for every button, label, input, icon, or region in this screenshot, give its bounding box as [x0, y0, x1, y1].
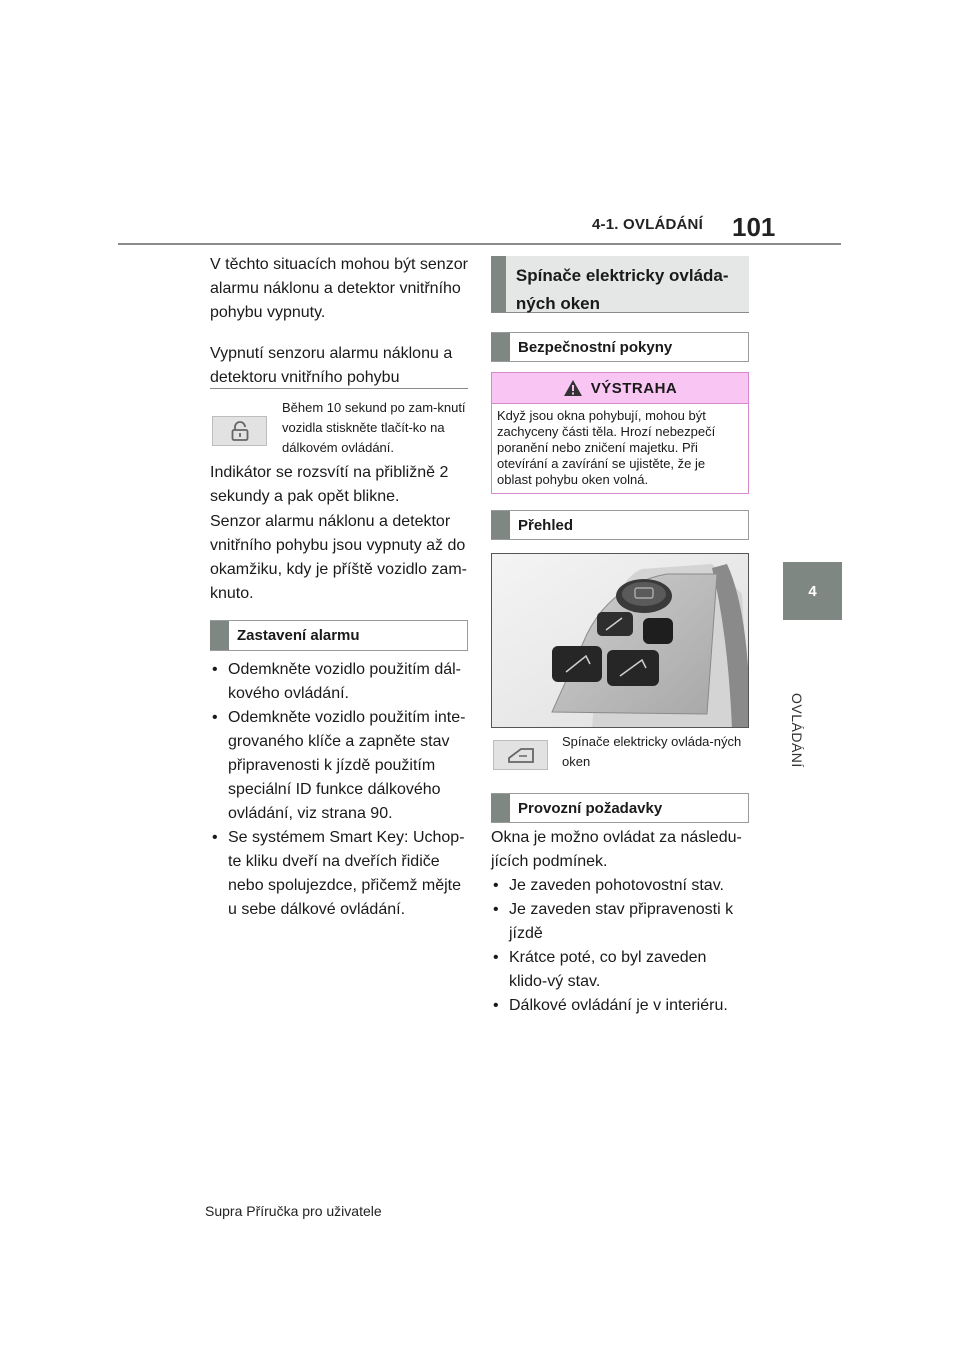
subheading-disable-sensors: Vypnutí senzoru alarmu náklonu a detektoru vnitřního pohybu	[210, 345, 453, 386]
footer-text: Supra Příručka pro uživatele	[205, 1203, 382, 1219]
requirements-intro: Okna je možno ovládat za následu-jících podmínek.	[491, 829, 742, 870]
intro-paragraph: V těchto situacích mohou být senzor alarmu náklonu a detektor vnitřního pohybu vypnuty.	[210, 256, 468, 321]
safety-heading: Bezpečnostní pokyny	[491, 332, 749, 362]
list-item: • Krátce poté, co byl zaveden klido-vý stav.	[491, 946, 749, 994]
requirements-list	[491, 874, 749, 1018]
warning-header	[492, 373, 748, 404]
window-switch-photo	[491, 553, 749, 728]
list-item: • Odemkněte vozidlo použitím dál-kového ovládání.	[210, 658, 468, 706]
stop-alarm-list	[210, 658, 468, 922]
warning-text: Když jsou okna pohybují, mohou být zachyceny části těla. Hrozí nebezpečí poranění nebo zničení majetku. Při otevírání a zavírání se ujistěte, že je oblast pohybu oken volná.	[497, 408, 716, 487]
list-item: • Je zaveden stav připravenosti k jízdě	[491, 898, 749, 946]
lock-instruction: Během 10 sekund po zam-knutí vozidla stiskněte tlačít-ko na dálkovém ovládání.	[282, 400, 466, 455]
chapter-label: OVLÁDÁNÍ	[789, 693, 805, 768]
sensor-off-paragraph: Senzor alarmu náklonu a detektor vnitřního pohybu jsou vypnuty až do okamžiku, kdy je příště vozidlo zam-knuto.	[210, 513, 467, 602]
subheading-divider	[210, 388, 468, 389]
list-item: • Dálkové ovládání je v interiéru.	[491, 994, 749, 1018]
page-number: 101	[732, 212, 776, 242]
window-switch-icon	[493, 740, 548, 770]
door-panel-illustration	[492, 554, 749, 728]
list-item: • Odemkněte vozidlo použitím inte-grovaného klíče a zapněte stav připravenosti k jízdě použitím speciální ID funkce dálkového ovládání, viz strana 90.	[210, 706, 468, 826]
list-item: • Je zaveden pohotovostní stav.	[491, 874, 749, 898]
requirements-heading: Provozní požadavky	[491, 793, 749, 823]
switch-caption: Spínače elektricky ovláda-ných oken	[562, 734, 742, 769]
warning-triangle-icon	[563, 379, 583, 397]
header-divider	[118, 243, 841, 245]
indicator-paragraph: Indikátor se rozsvítí na přibližně 2 sekundy a pak opět blikne.	[210, 464, 449, 505]
window-switches-heading: Spínače elektricky ovláda-ných oken	[491, 256, 749, 313]
warning-box	[491, 372, 749, 494]
section-title: 4-1. OVLÁDÁNÍ	[592, 216, 703, 233]
warning-title: VÝSTRAHA	[590, 379, 678, 397]
list-item: • Se systémem Smart Key: Uchop-te kliku dveří na dveřích řidiče nebo spolujezdce, přičemž mějte u sebe dálkové ovládání.	[210, 826, 468, 922]
chapter-tab	[783, 562, 842, 620]
stop-alarm-heading: Zastavení alarmu	[210, 620, 468, 651]
overview-heading: Přehled	[491, 510, 749, 540]
lock-icon	[212, 416, 267, 446]
chapter-number: 4	[808, 582, 817, 600]
